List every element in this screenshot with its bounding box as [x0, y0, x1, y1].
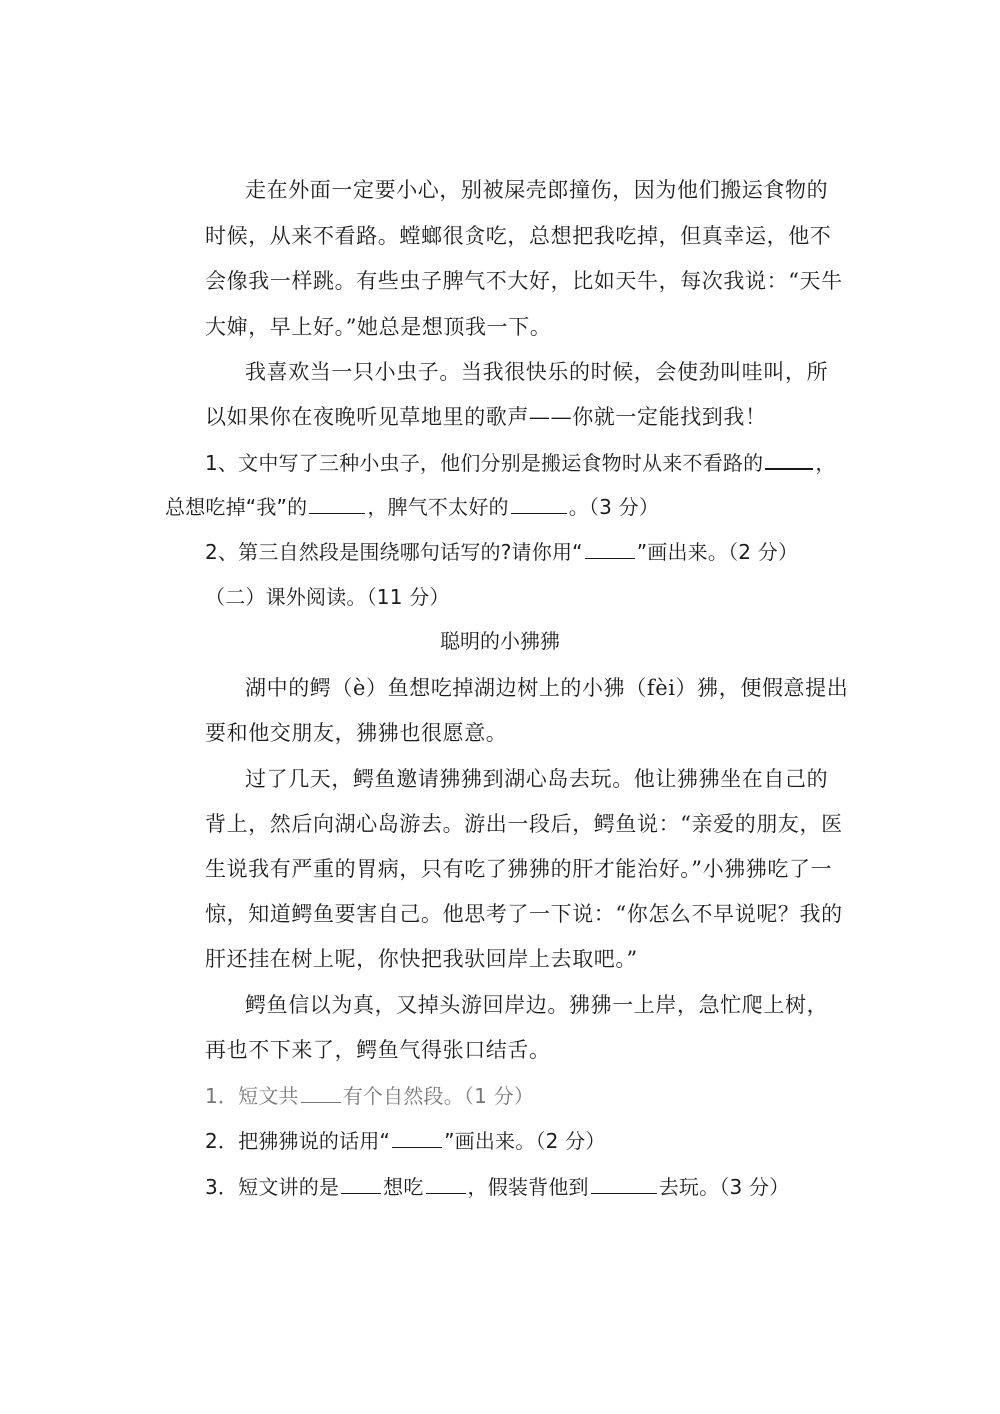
passage-line: 生说我有严重的胃病，只有吃了狒狒的肝才能治好。”小狒狒吃了一: [205, 857, 833, 881]
question-2: 2、第三自然段是围绕哪句话写的?请你用“ ”画出来。（2 分）: [205, 540, 799, 564]
answer-blank[interactable]: [511, 493, 567, 514]
answer-blank[interactable]: [765, 448, 813, 470]
passage-line: 背上，然后向湖心岛游去。游出一段后，鳄鱼说：“亲爱的朋友，医: [205, 812, 843, 836]
passage-line: 鳄鱼信以为真，又掉头游回岸边。狒狒一上岸，急忙爬上树，: [245, 993, 829, 1017]
story-title: 聪明的小狒狒: [440, 629, 560, 653]
passage-line: 时候，从来不看路。螳螂很贪吃，总想把我吃掉，但真幸运，他不: [205, 224, 832, 248]
answer-blank[interactable]: [426, 1173, 466, 1194]
answer-blank[interactable]: [309, 493, 365, 514]
answer-blank[interactable]: [301, 1082, 341, 1103]
passage-line: 肝还挂在树上呢，你快把我驮回岸上去取吧。”: [205, 947, 638, 971]
passage-line: 过了几天，鳄鱼邀请狒狒到湖心岛去玩。他让狒狒坐在自己的: [245, 767, 829, 791]
answer-blank[interactable]: [585, 538, 635, 559]
question-1: 1、文中写了三种小虫子，他们分别是搬运食物时从来不看路的 ，: [205, 448, 805, 478]
passage-line: 惊，知道鳄鱼要害自己。他思考了一下说：“你怎么不早说呢？我的: [205, 902, 843, 926]
passage-line: 走在外面一定要小心，别被屎壳郎撞伤，因为他们搬运食物的: [245, 178, 829, 202]
passage-line: 以如果你在夜晚听见草地里的歌声——你就一定能找到我！: [205, 405, 767, 429]
passage-line: 要和他交朋友，狒狒也很愿意。: [205, 721, 508, 745]
passage-line: 再也不下来了，鳄鱼气得张口结舌。: [205, 1038, 551, 1062]
passage-line: 我喜欢当一只小虫子。当我很快乐的时候，会使劲叫哇叫，所: [245, 360, 829, 384]
answer-blank[interactable]: [392, 1127, 442, 1148]
answer-blank[interactable]: [341, 1173, 381, 1194]
question-1-cont: 总想吃掉“我”的 ，脾气不太好的 。（3 分）: [165, 495, 660, 519]
passage-line: 大婶，早上好。”她总是想顶我一下。: [205, 315, 552, 339]
passage-line: 湖中的鳄（è）鱼想吃掉湖边树上的小狒（fèi）狒，便假意提出: [245, 676, 849, 700]
question-s2-1: 1．短文共 有个自然段。（1 分）: [205, 1084, 535, 1108]
section-heading: （二）课外阅读。（11 分）: [205, 585, 450, 609]
passage-line: 会像我一样跳。有些虫子脾气不大好，比如天牛，每次我说：“天牛: [205, 269, 843, 293]
answer-blank[interactable]: [591, 1173, 657, 1194]
question-s2-3: 3．短文讲的是 想吃 ，假装背他到 去玩。（3 分）: [205, 1175, 790, 1199]
question-s2-2: 2．把狒狒说的话用“ ”画出来。（2 分）: [205, 1129, 606, 1153]
